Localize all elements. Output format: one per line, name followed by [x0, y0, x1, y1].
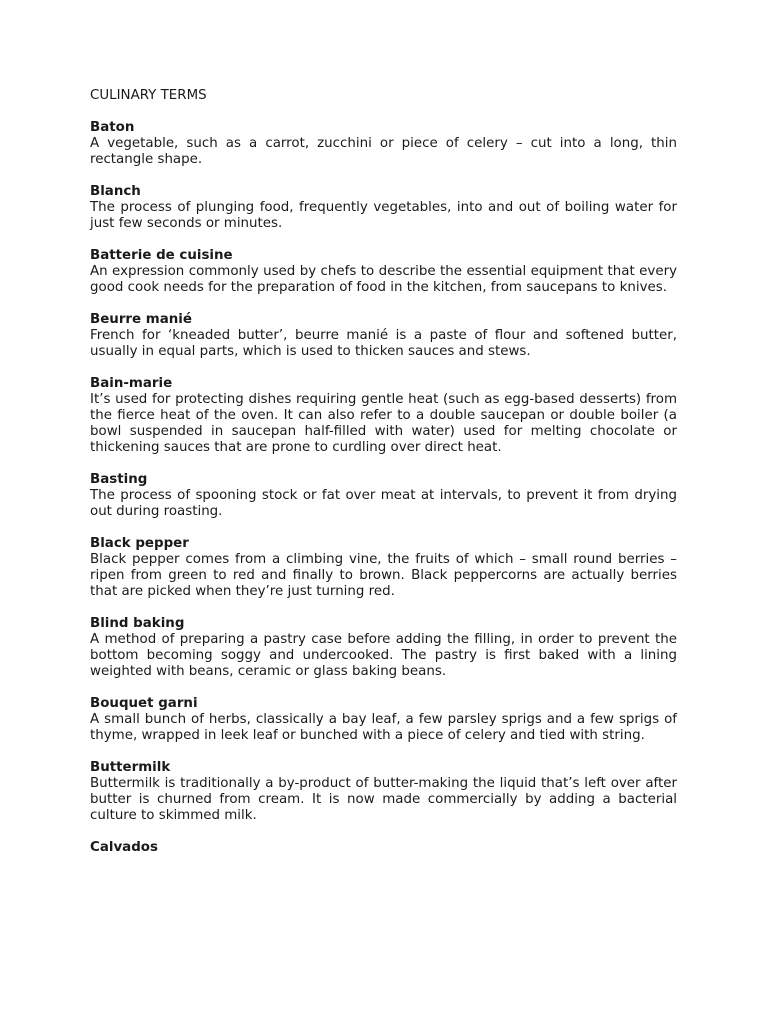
term-entry	[90, 312, 677, 360]
term-name: Calvados	[90, 840, 158, 855]
term-definition: A method of preparing a pastry case before adding the filling, in order to prevent the bottom becoming soggy and undercooked. The pastry is first baked with a lining weighted with beans, ceramic or glass baking beans.	[90, 632, 677, 679]
term-name: Blanch	[90, 184, 141, 199]
term-entry	[90, 840, 677, 856]
term-name: Baton	[90, 120, 135, 135]
term-entry	[90, 120, 677, 168]
term-entry	[90, 472, 677, 520]
term-definition: The process of plunging food, frequently vegetables, into and out of boiling water for just few seconds or minutes.	[90, 200, 677, 231]
term-entry	[90, 184, 677, 232]
term-definition: An expression commonly used by chefs to describe the essential equipment that every good cook needs for the preparation of food in the kitchen, from saucepans to knives.	[90, 264, 677, 295]
term-name: Buttermilk	[90, 760, 171, 775]
term-definition: Buttermilk is traditionally a by-product of butter-making the liquid that’s left over after butter is churned from cream. It is now made commercially by adding a bacterial culture to skimmed milk.	[90, 776, 677, 823]
term-name: Basting	[90, 472, 148, 487]
term-definition: A small bunch of herbs, classically a bay leaf, a few parsley sprigs and a few sprigs of thyme, wrapped in leek leaf or bunched with a piece of celery and tied with string.	[90, 712, 677, 743]
term-name: Batterie de cuisine	[90, 248, 233, 263]
term-entry	[90, 616, 677, 680]
term-entry	[90, 760, 677, 824]
term-definition: French for ‘kneaded butter’, beurre manié is a paste of flour and softened butter, usually in equal parts, which is used to thicken sauces and stews.	[90, 328, 677, 359]
term-name: Bouquet garni	[90, 696, 198, 711]
term-name: Bain-marie	[90, 376, 173, 391]
document-page	[90, 88, 677, 872]
term-name: Black pepper	[90, 536, 189, 551]
term-name: Blind baking	[90, 616, 185, 631]
term-entry	[90, 248, 677, 296]
term-definition: It’s used for protecting dishes requiring gentle heat (such as egg-based desserts) from the fierce heat of the oven. It can also refer to a double saucepan or double boiler (a bowl suspended in saucepan half-filled with water) used for melting chocolate or thickening sauces that are prone to curdling over direct heat.	[90, 392, 677, 455]
term-name: Beurre manié	[90, 312, 192, 327]
document-title: CULINARY TERMS	[90, 88, 207, 103]
term-entry	[90, 376, 677, 456]
term-definition: The process of spooning stock or fat over meat at intervals, to prevent it from drying out during roasting.	[90, 488, 677, 519]
term-entry	[90, 696, 677, 744]
term-entry	[90, 536, 677, 600]
term-definition: A vegetable, such as a carrot, zucchini or piece of celery – cut into a long, thin rectangle shape.	[90, 136, 677, 167]
term-definition: Black pepper comes from a climbing vine, the fruits of which – small round berries – ripen from green to red and finally to brown. Black peppercorns are actually berries that are picked when they’re just turning red.	[90, 552, 677, 599]
